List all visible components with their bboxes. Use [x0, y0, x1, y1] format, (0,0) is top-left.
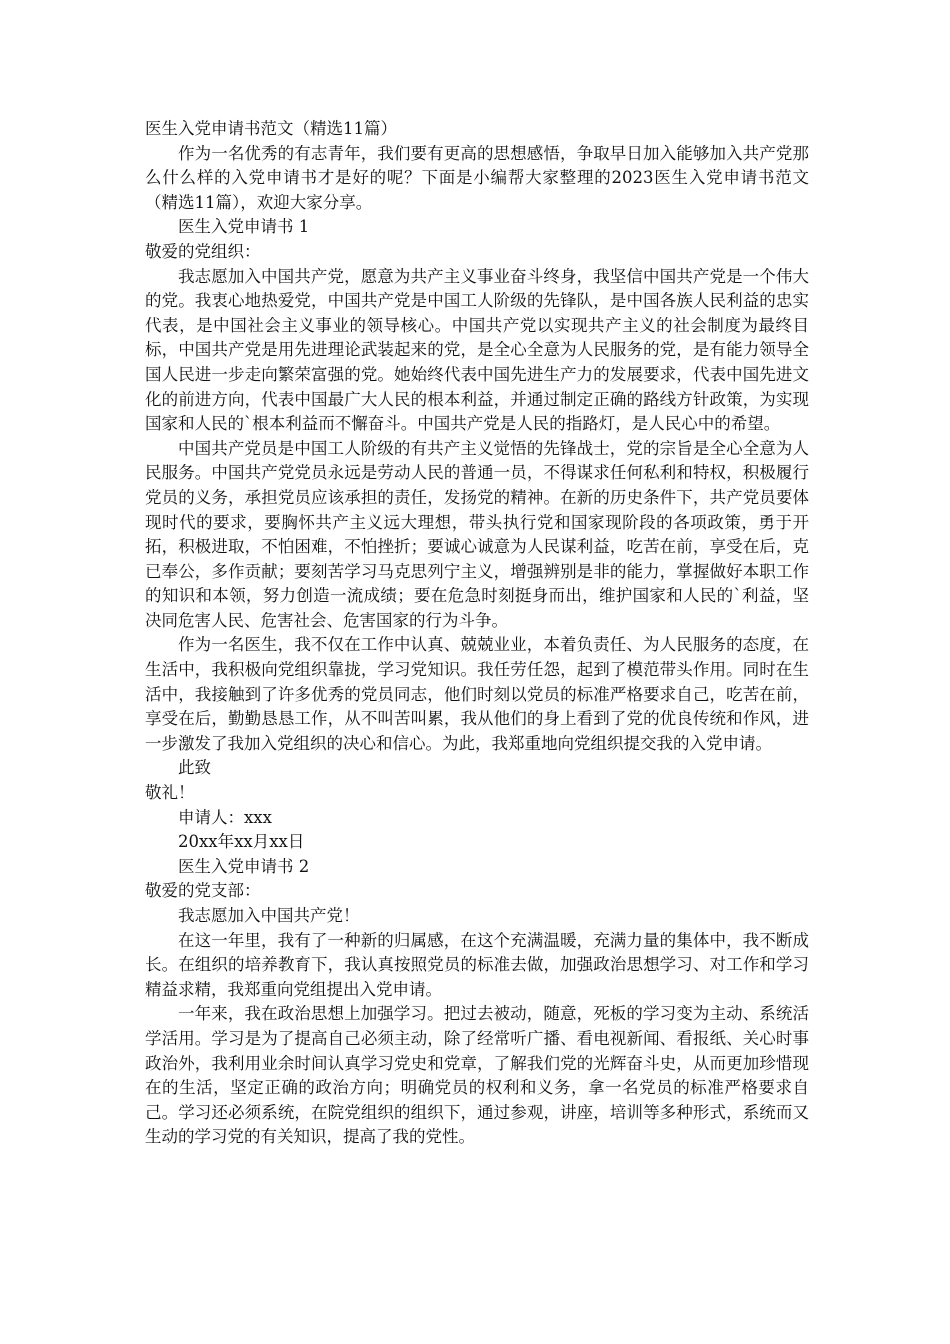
letter-2-paragraph: 一年来，我在政治思想上加强学习。把过去被动，随意，死板的学习变为主动、系统活学活用。学习是为了提高自己必须主动，除了经常听广播、看电视新闻、看报纸、关心时事政治外，我利用业余时间认真学习党史和党章，了解我们党的光辉奋斗史，从而更加珍惜现在的生活，坚定正确的政治方向；明确党员的权利和义务，拿一名党员的标准严格要求自己。学习还必须系统，在院党组织的组织下，通过参观，讲座，培训等多种形式，系统而又生动的学习党的有关知识，提高了我的党性。	[145, 1004, 809, 1147]
letter-1-paragraph: 我志愿加入中国共产党，愿意为共产主义事业奋斗终身，我坚信中国共产党是一个伟大的党。我衷心地热爱党，中国共产党是中国工人阶级的先锋队，是中国各族人民利益的忠实代表，是中国社会主义事业的领导核心。中国共产党以实现共产主义的社会制度为最终目标，中国共产党是用先进理论武装起来的党，是全心全意为人民服务的党，是有能力领导全国人民进一步走向繁荣富强的党。她始终代表中国先进生产力的发展要求，代表中国先进文化的前进方向，代表中国最广大人民的根本利益，并通过制定正确的路线方针政策，为实现国家和人民的`根本利益而不懈奋斗。中国共产党是人民的指路灯，是人民心中的希望。	[145, 266, 809, 434]
letter-1-date: 20xx年xx月xx日	[178, 832, 305, 852]
letter-1-regards: 敬礼！	[145, 783, 195, 803]
letter-1-paragraph: 作为一名医生，我不仅在工作中认真、兢兢业业，本着负责任、为人民服务的态度，在生活中，我积极向党组织靠拢，学习党知识。我任劳任怨，起到了模范带头作用。同时在生活中，我接触到了许多优秀的党员同志，他们时刻以党员的标准严格要求自己，吃苦在前，享受在后，勤勤恳恳工作，从不叫苦叫累，我从他们的身上看到了党的优良传统和作风，进一步激发了我加入党组织的决心和信心。为此，我郑重地向党组织提交我的入党申请。	[145, 635, 809, 753]
letter-2-heading: 医生入党申请书 2	[178, 856, 310, 876]
intro-paragraph: 作为一名优秀的有志青年，我们要有更高的思想感悟，争取早日加入能够加入共产党那么什么样的入党申请书才是好的呢？下面是小编帮大家整理的2023医生入党申请书范文（精选11篇），欢迎大家分享。	[145, 143, 809, 212]
document-body	[145, 117, 809, 1150]
letter-2-paragraph: 我志愿加入中国共产党！	[178, 906, 360, 925]
document-title: 医生入党申请书范文（精选11篇）	[145, 119, 397, 138]
letter-1-closing: 此致	[178, 758, 211, 778]
letter-1-salutation: 敬爱的党组织：	[145, 241, 261, 261]
letter-1-paragraph: 中国共产党员是中国工人阶级的有共产主义觉悟的先锋战士，党的宗旨是全心全意为人民服务。中国共产党党员永远是劳动人民的普通一员，不得谋求任何私利和特权，积极履行党员的义务，承担党员应该承担的责任，发扬党的精神。在新的历史条件下，共产党员要体现时代的要求，要胸怀共产主义远大理想，带头执行党和国家现阶段的各项政策，勇于开拓，积极进取，不怕困难，不怕挫折；要诚心诚意为人民谋利益，吃苦在前，享受在后，克已奉公，多作贡献；要刻苦学习马克思列宁主义，增强辨别是非的能力，掌握做好本职工作的知识和本领，努力创造一流成绩；要在危急时刻挺身而出，维护国家和人民的`利益，坚决同危害人民、危害社会、危害国家的行为斗争。	[145, 438, 809, 630]
letter-2-salutation: 敬爱的党支部：	[145, 881, 261, 901]
letter-2-paragraph: 在这一年里，我有了一种新的归属感，在这个充满温暖，充满力量的集体中，我不断成长。在组织的培养教育下，我认真按照党员的标准去做，加强政治思想学习、对工作和学习精益求精，我郑重向党组提出入党申请。	[145, 930, 809, 999]
letter-1-applicant: 申请人：xxx	[178, 807, 272, 827]
letter-1-heading: 医生入党申请书 1	[178, 217, 310, 237]
